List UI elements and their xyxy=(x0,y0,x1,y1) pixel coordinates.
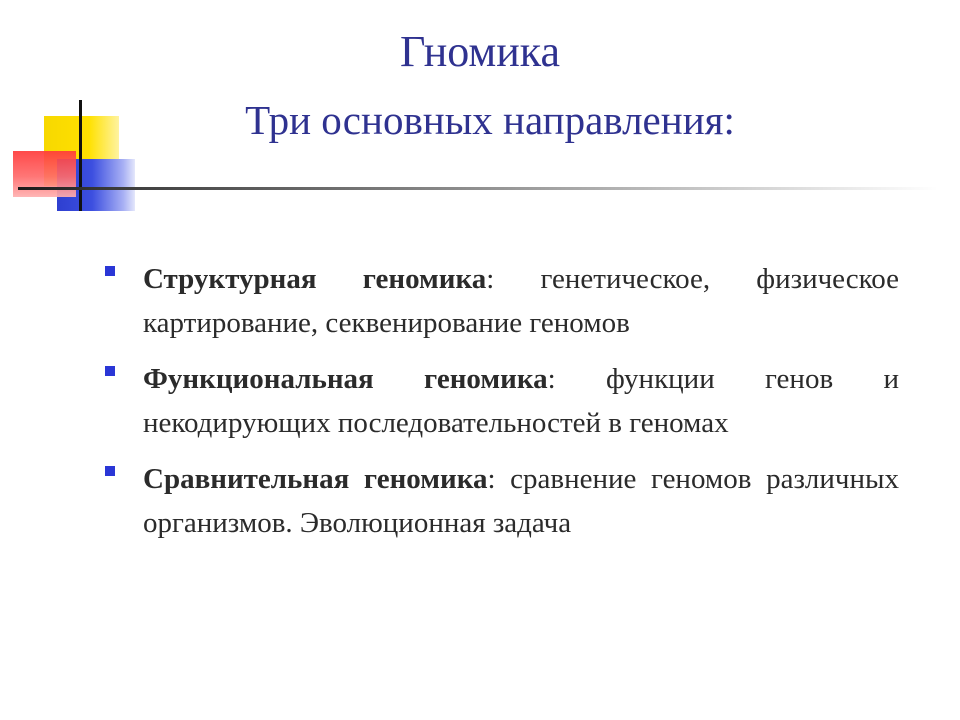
title-divider-line xyxy=(18,187,938,190)
bullet-term: Сравнительная геномика xyxy=(143,463,488,495)
bullet-term: Функциональная геномика xyxy=(143,363,548,395)
bullet-text xyxy=(143,457,899,545)
bullet-description: сравнение геномов различных организмов. Эволюционная задача xyxy=(143,463,899,539)
bullet-description: функции генов и некодирующих последовательностей в геномах xyxy=(143,363,899,439)
square-bullet-icon xyxy=(105,366,115,376)
bullet-text xyxy=(143,257,899,345)
square-bullet-icon xyxy=(105,266,115,276)
bullet-list xyxy=(103,257,899,557)
bullet-item xyxy=(103,357,899,445)
slide-title: Гномика xyxy=(399,27,561,76)
bullet-separator: : xyxy=(487,463,496,495)
bullet-separator: : xyxy=(486,263,495,295)
bullet-text xyxy=(143,357,899,445)
decor-red-square xyxy=(13,151,76,197)
bullet-item xyxy=(103,257,899,345)
bullet-separator: : xyxy=(547,363,556,395)
bullet-term: Структурная геномика xyxy=(143,263,487,295)
slide-subtitle: Три основных направления: xyxy=(245,97,735,143)
square-bullet-icon xyxy=(105,466,115,476)
bullet-description: генетическое, физическое картирование, секвенирование геномов xyxy=(143,263,899,339)
bullet-item xyxy=(103,457,899,545)
